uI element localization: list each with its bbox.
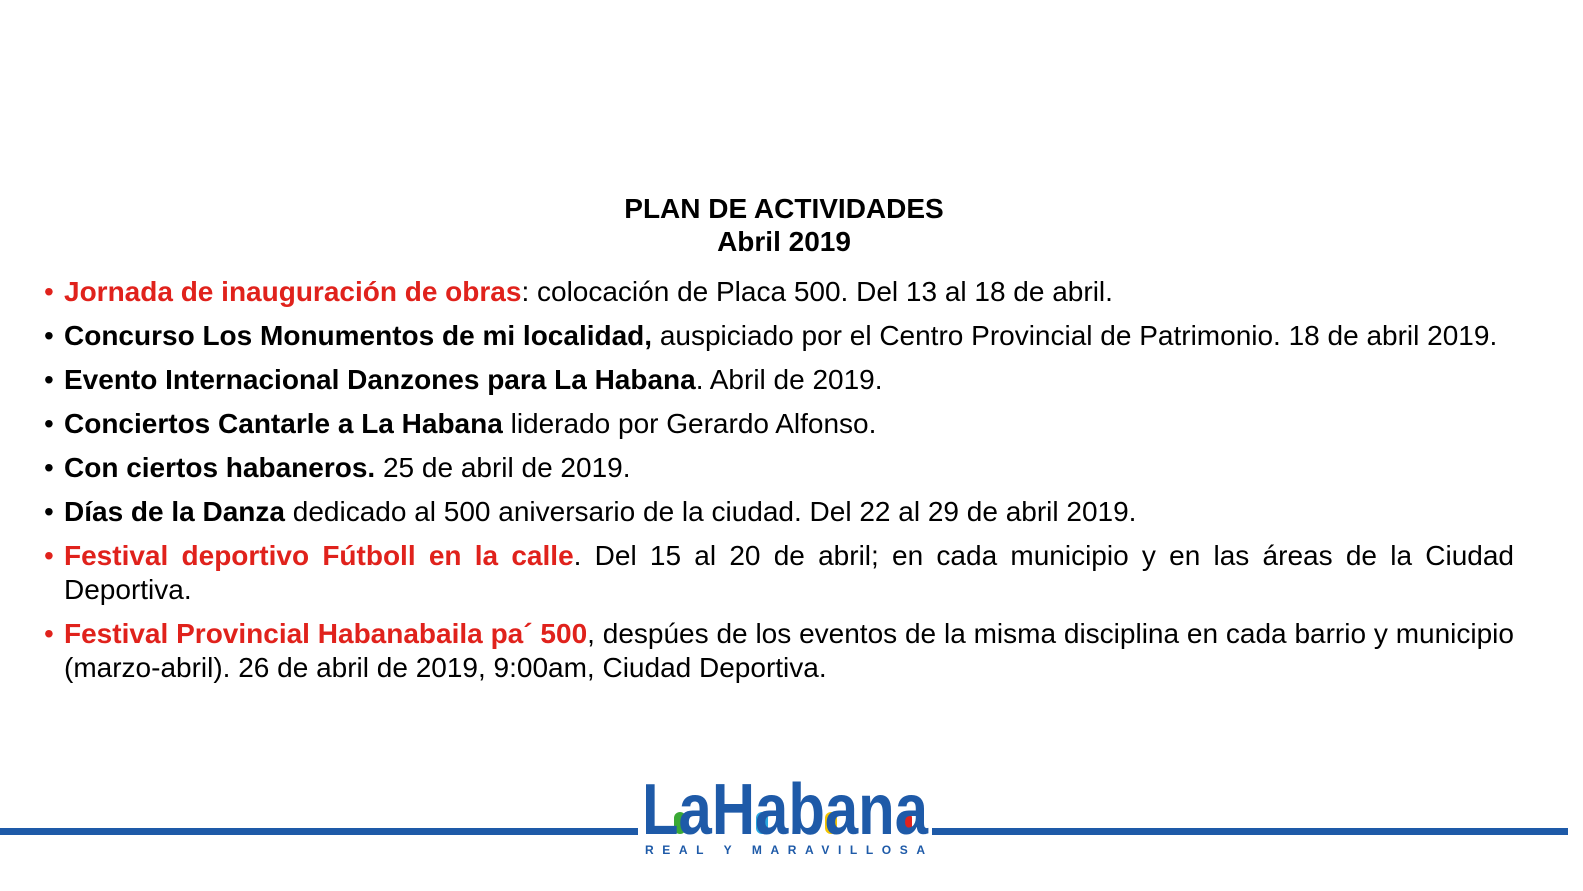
activity-item (44, 319, 1514, 353)
activity-title: Conciertos Cantarle a La Habana (64, 408, 503, 439)
activity-detail: . Del 15 al 20 de abril; en cada municipio y en las áreas de la Ciudad Deportiva. (64, 540, 1514, 605)
activity-detail: : colocación de Placa 500. Del 13 al 18 de abril. (521, 276, 1113, 307)
bullet-icon: • (44, 276, 54, 307)
activity-title: Con ciertos habaneros. (64, 452, 376, 483)
logo-wordmark: LaHabana (642, 770, 929, 850)
la-habana-logo (638, 768, 932, 860)
activity-item (44, 539, 1514, 607)
logo-tagline: REAL Y MARAVILLOSA (645, 843, 925, 857)
activity-detail: , despúes de los eventos de la misma disciplina en cada barrio y municipio (marzo-abril). 26 de abril de 2019, 9:00am, Ciudad Deportiva. (64, 618, 1514, 683)
activity-detail: liderado por Gerardo Alfonso. (502, 408, 877, 439)
activity-detail: auspiciado por el Centro Provincial de Patrimonio. 18 de abril 2019. (652, 320, 1498, 351)
page-subtitle: Abril 2019 (717, 226, 851, 257)
activity-item (44, 407, 1514, 441)
bullet-icon: • (44, 320, 54, 351)
activity-detail: 25 de abril de 2019. (375, 452, 631, 483)
activity-item (44, 495, 1514, 529)
slide-title (0, 192, 1568, 258)
activity-title: Evento Internacional Danzones para La Habana (64, 364, 696, 395)
activity-item (44, 363, 1514, 397)
activity-list (44, 275, 1514, 695)
activity-title: Concurso Los Monumentos de mi localidad, (64, 320, 653, 351)
footer-divider-right (932, 828, 1568, 835)
bullet-icon: • (44, 618, 54, 649)
bullet-icon: • (44, 364, 54, 395)
activity-title: Festival deportivo Fútboll en la calle (64, 540, 574, 571)
footer-divider-left (0, 828, 638, 835)
bullet-icon: • (44, 452, 54, 483)
bullet-icon: • (44, 496, 54, 527)
activity-item (44, 617, 1514, 685)
bullet-icon: • (44, 408, 54, 439)
activity-item (44, 275, 1514, 309)
activity-detail: . Abril de 2019. (695, 364, 883, 395)
activity-title: Jornada de inauguración de obras (64, 276, 522, 307)
page-title: PLAN DE ACTIVIDADES (624, 193, 944, 224)
bullet-icon: • (44, 540, 54, 571)
activity-title: Festival Provincial Habanabaila pa´ 500 (64, 618, 588, 649)
activity-title: Días de la Danza (64, 496, 285, 527)
activity-item (44, 451, 1514, 485)
activity-detail: dedicado al 500 aniversario de la ciudad. Del 22 al 29 de abril 2019. (284, 496, 1137, 527)
